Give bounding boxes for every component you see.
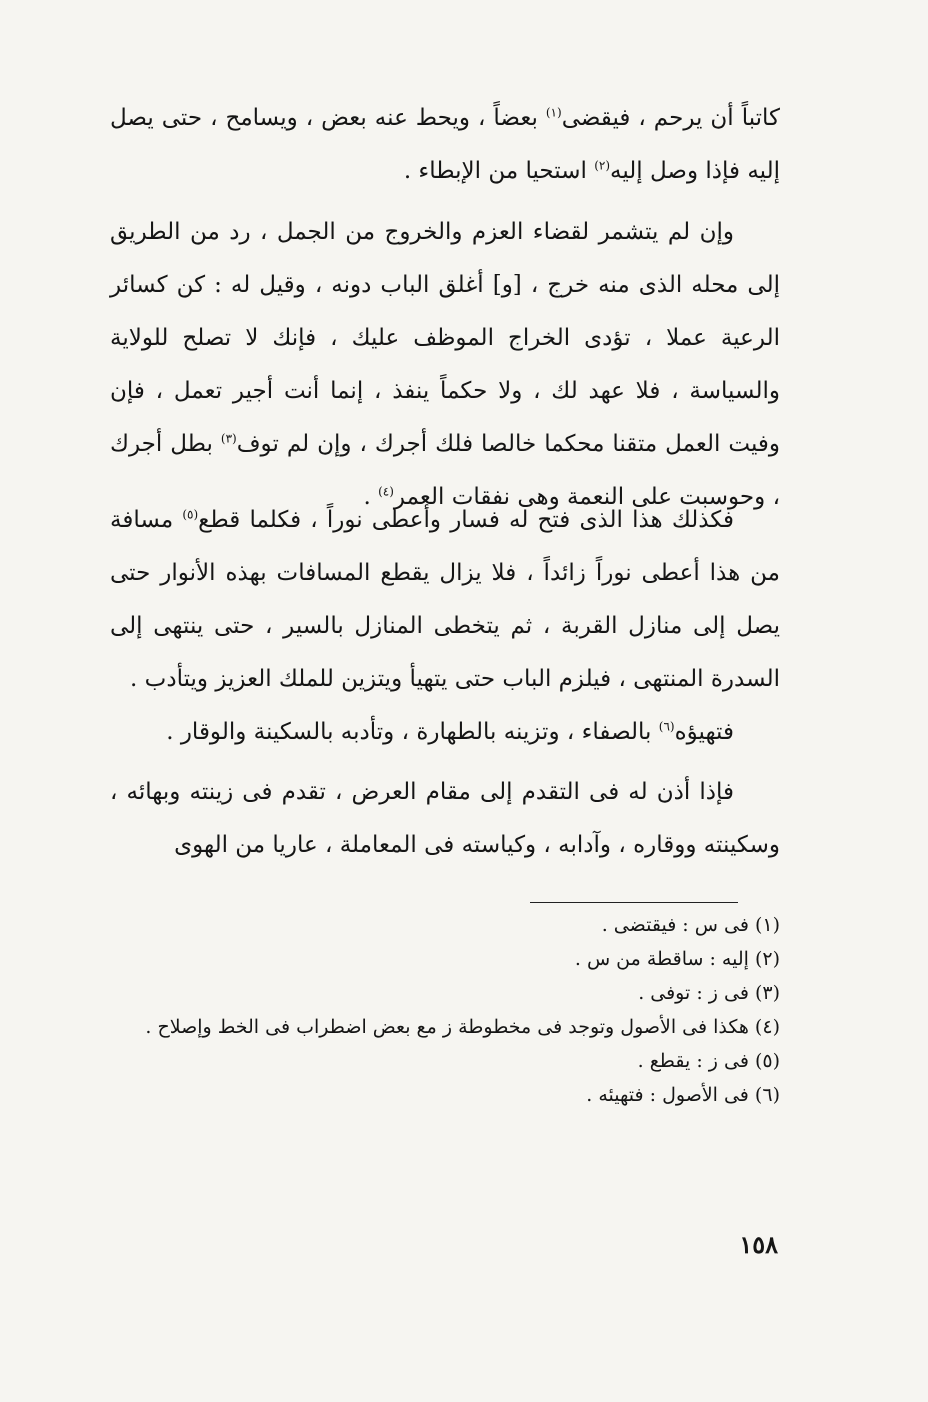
paragraph-text (110, 494, 780, 706)
text-run: فإذا أذن له فى التقدم إلى مقام العرض ، تقدم فى زينته وبهائه ، وسكينته ووقاره ، وآدابه ، وكياسته فى المعاملة ، عاريا من الهوى (110, 779, 780, 858)
text-run: فكذلك هذا الذى فتح له فسار وأعطى نوراً ، فكلما قطع (198, 507, 735, 533)
text-run: بالصفاء ، وتزينه بالطهارة ، وتأدبه بالسكينة والوقار . (166, 719, 659, 745)
paragraph-text (110, 206, 780, 524)
footnotes (110, 908, 780, 1112)
footnote-5: (٥) فى ز : يقطع . (637, 1050, 780, 1072)
footnote-marker: (٥) (182, 507, 199, 522)
paragraph-4 (110, 706, 780, 759)
text-run: بطل أجرك ، وحوسبت على النعمة وهى نفقات العمر (110, 431, 780, 510)
paragraph-1 (110, 92, 780, 198)
text-run: مسافة من هذا أعطى نوراً زائداً ، فلا يزال يقطع المسافات بهذه الأنوار حتى يصل إلى منازل القربة ، ثم يتخطى المنازل بالسير ، حتى ينتهى إلى السدرة المنتهى ، فيلزم الباب حتى يتهيأ ويتزين للملك العزيز ويتأدب . (110, 507, 780, 692)
paragraph-3 (110, 494, 780, 706)
paragraph-5 (110, 766, 780, 872)
text-run: . (363, 484, 379, 510)
paragraph-text (110, 766, 780, 872)
paragraph-text (110, 706, 780, 759)
footnote-marker: (٢) (594, 158, 611, 173)
text-run: كاتباً أن يرحم ، فيقضى (561, 105, 780, 131)
page-number: ١٥٨ (739, 1230, 778, 1259)
footnote-1: (١) فى س : فيقتضى . (601, 914, 780, 936)
footnote-marker: (١) (545, 105, 562, 120)
paragraph-2 (110, 206, 780, 524)
footnote-marker: (٦) (658, 719, 675, 734)
text-run: بعضاً ، ويحط عنه بعض ، ويسامح ، حتى يصل إليه فإذا وصل إليه (110, 105, 780, 184)
footnote-2: (٢) إليه : ساقطة من س . (574, 948, 780, 970)
footnote-6: (٦) فى الأصول : فتهيئه . (586, 1084, 780, 1106)
text-run: استحيا من الإبطاء . (403, 158, 595, 184)
footnote-marker: (٤) (378, 484, 394, 499)
footnote-marker: (٣) (220, 431, 237, 446)
text-run: فتهيؤه (674, 719, 734, 745)
footnote-4: (٤) هكذا فى الأصول وتوجد فى مخطوطة ز مع بعض اضطراب فى الخط وإصلاح . (145, 1016, 780, 1038)
footnote-3: (٣) فى ز : توفى . (638, 982, 780, 1004)
paragraph-text (110, 92, 780, 198)
footnote-separator (530, 902, 738, 903)
text-run: وإن لم يتشمر لقضاء العزم والخروج من الجمل ، رد من الطريق إلى محله الذى منه خرج ، [و] أغلق الباب دونه ، وقيل له : كن كسائر الرعية عملا ، تؤدى الخراج الموظف عليك ، فإنك لا تصلح للولاية والسياسة ، فلا عهد لك ، ولا حكماً ينفذ ، إنما أنت أجير تعمل ، فإن وفيت العمل متقنا محكما خالصا فلك أجرك ، وإن لم توف (110, 219, 780, 457)
